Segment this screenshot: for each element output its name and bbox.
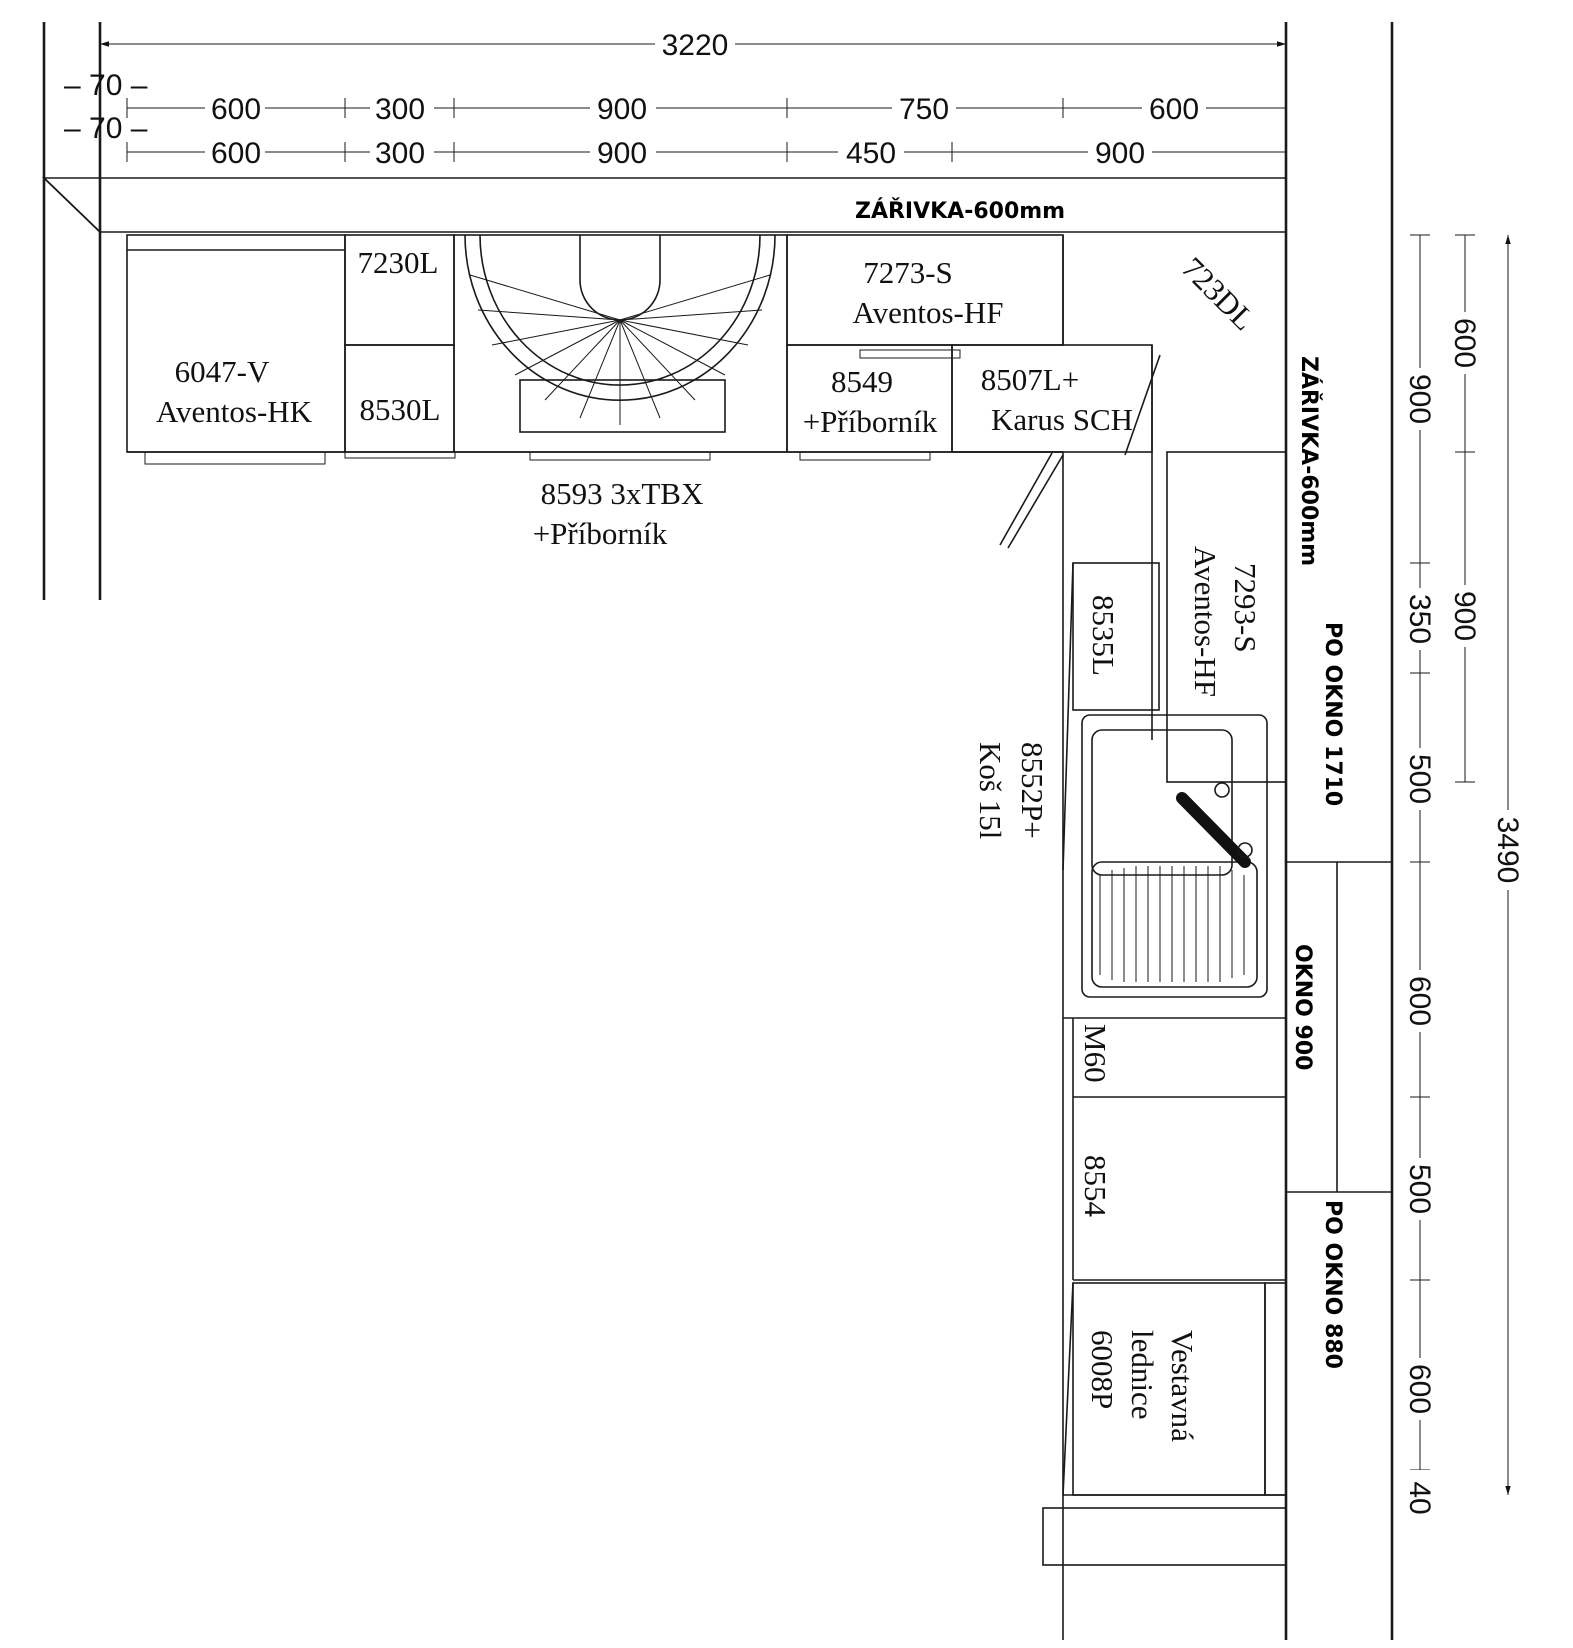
dim-b-3: 900 <box>596 137 648 170</box>
dim-col-b-6: 600 <box>1403 1363 1436 1415</box>
label-723dl: 723DL <box>1175 250 1262 338</box>
label-8549-code: 8549 <box>831 364 893 399</box>
dim-col-b-4: 600 <box>1403 975 1436 1027</box>
label-fridge-line-3: 6008P <box>1085 1330 1120 1410</box>
drainboard-ribs <box>1100 866 1244 982</box>
faucet-icon <box>1182 783 1252 862</box>
label-7273-system: Aventos-HF <box>852 295 1004 330</box>
label-8535: 8535L <box>1086 595 1121 676</box>
note-window-900: OKNO 900 <box>1290 944 1315 1071</box>
wall-offset-label-a: – 70 – <box>64 69 148 102</box>
dim-a-5: 600 <box>1148 93 1200 126</box>
label-7273-code: 7273-S <box>863 255 953 290</box>
label-8593-code: 8593 3xTBX <box>540 476 704 511</box>
label-8549-extra: +Příborník <box>802 404 938 439</box>
wall-offset-label-b: – 70 – <box>64 112 148 145</box>
label-8507-extra: Karus SCH <box>990 402 1134 437</box>
note-window-880: PO OKNO 880 <box>1320 1200 1345 1369</box>
dim-b-5: 900 <box>1094 137 1146 170</box>
label-6047-code: 6047-V <box>174 354 270 389</box>
dimension-row-a <box>127 92 1286 126</box>
note-light-right: ZÁŘIVKA-600mm <box>1296 356 1321 567</box>
label-7293-system: Aventos-HF <box>1188 546 1223 697</box>
carousel-icon <box>465 235 775 432</box>
total-width-label: 3220 <box>661 29 729 62</box>
dimension-total-width <box>100 29 1286 62</box>
note-window-1710: PO OKNO 1710 <box>1320 622 1345 807</box>
dim-col-b-3: 500 <box>1403 753 1436 805</box>
label-fridge-line-2: lednice <box>1125 1330 1160 1420</box>
dim-a-1: 600 <box>210 93 262 126</box>
dim-col-b-1: 900 <box>1403 373 1436 425</box>
label-8552-extra: Koš 15l <box>973 742 1008 840</box>
label-8530: 8530L <box>359 392 441 427</box>
dimension-column-a <box>1448 235 1481 782</box>
dim-col-b-7: 40 <box>1403 1481 1436 1515</box>
dim-col-a-1: 600 <box>1448 317 1481 369</box>
dim-a-3: 900 <box>596 93 648 126</box>
label-fridge-line-1: Vestavná <box>1165 1330 1200 1442</box>
dim-b-1: 600 <box>210 137 262 170</box>
dim-col-b-5: 500 <box>1403 1163 1436 1215</box>
note-light-top: ZÁŘIVKA-600mm <box>855 199 1066 224</box>
label-m60: M60 <box>1078 1024 1113 1083</box>
label-6047-system: Aventos-HK <box>155 394 313 429</box>
cabinet-labels <box>156 245 1263 1442</box>
dim-b-4: 450 <box>845 137 897 170</box>
label-7293-code: 7293-S <box>1228 563 1263 653</box>
label-8552-code: 8552P+ <box>1015 742 1050 839</box>
dim-b-2: 300 <box>374 137 426 170</box>
dim-a-4: 750 <box>898 93 950 126</box>
total-height-label: 3490 <box>1491 816 1524 884</box>
dimension-total-height <box>1491 235 1524 1495</box>
dim-col-a-2: 900 <box>1448 590 1481 642</box>
dimension-column-b <box>1403 235 1436 1528</box>
label-8507-code: 8507L+ <box>980 362 1080 397</box>
label-8554: 8554 <box>1078 1155 1113 1217</box>
label-7230: 7230L <box>357 245 439 280</box>
dim-col-b-2: 350 <box>1403 593 1436 645</box>
dimension-row-b <box>127 136 1286 170</box>
label-8593-extra: +Příborník <box>532 516 668 551</box>
dim-a-2: 300 <box>374 93 426 126</box>
